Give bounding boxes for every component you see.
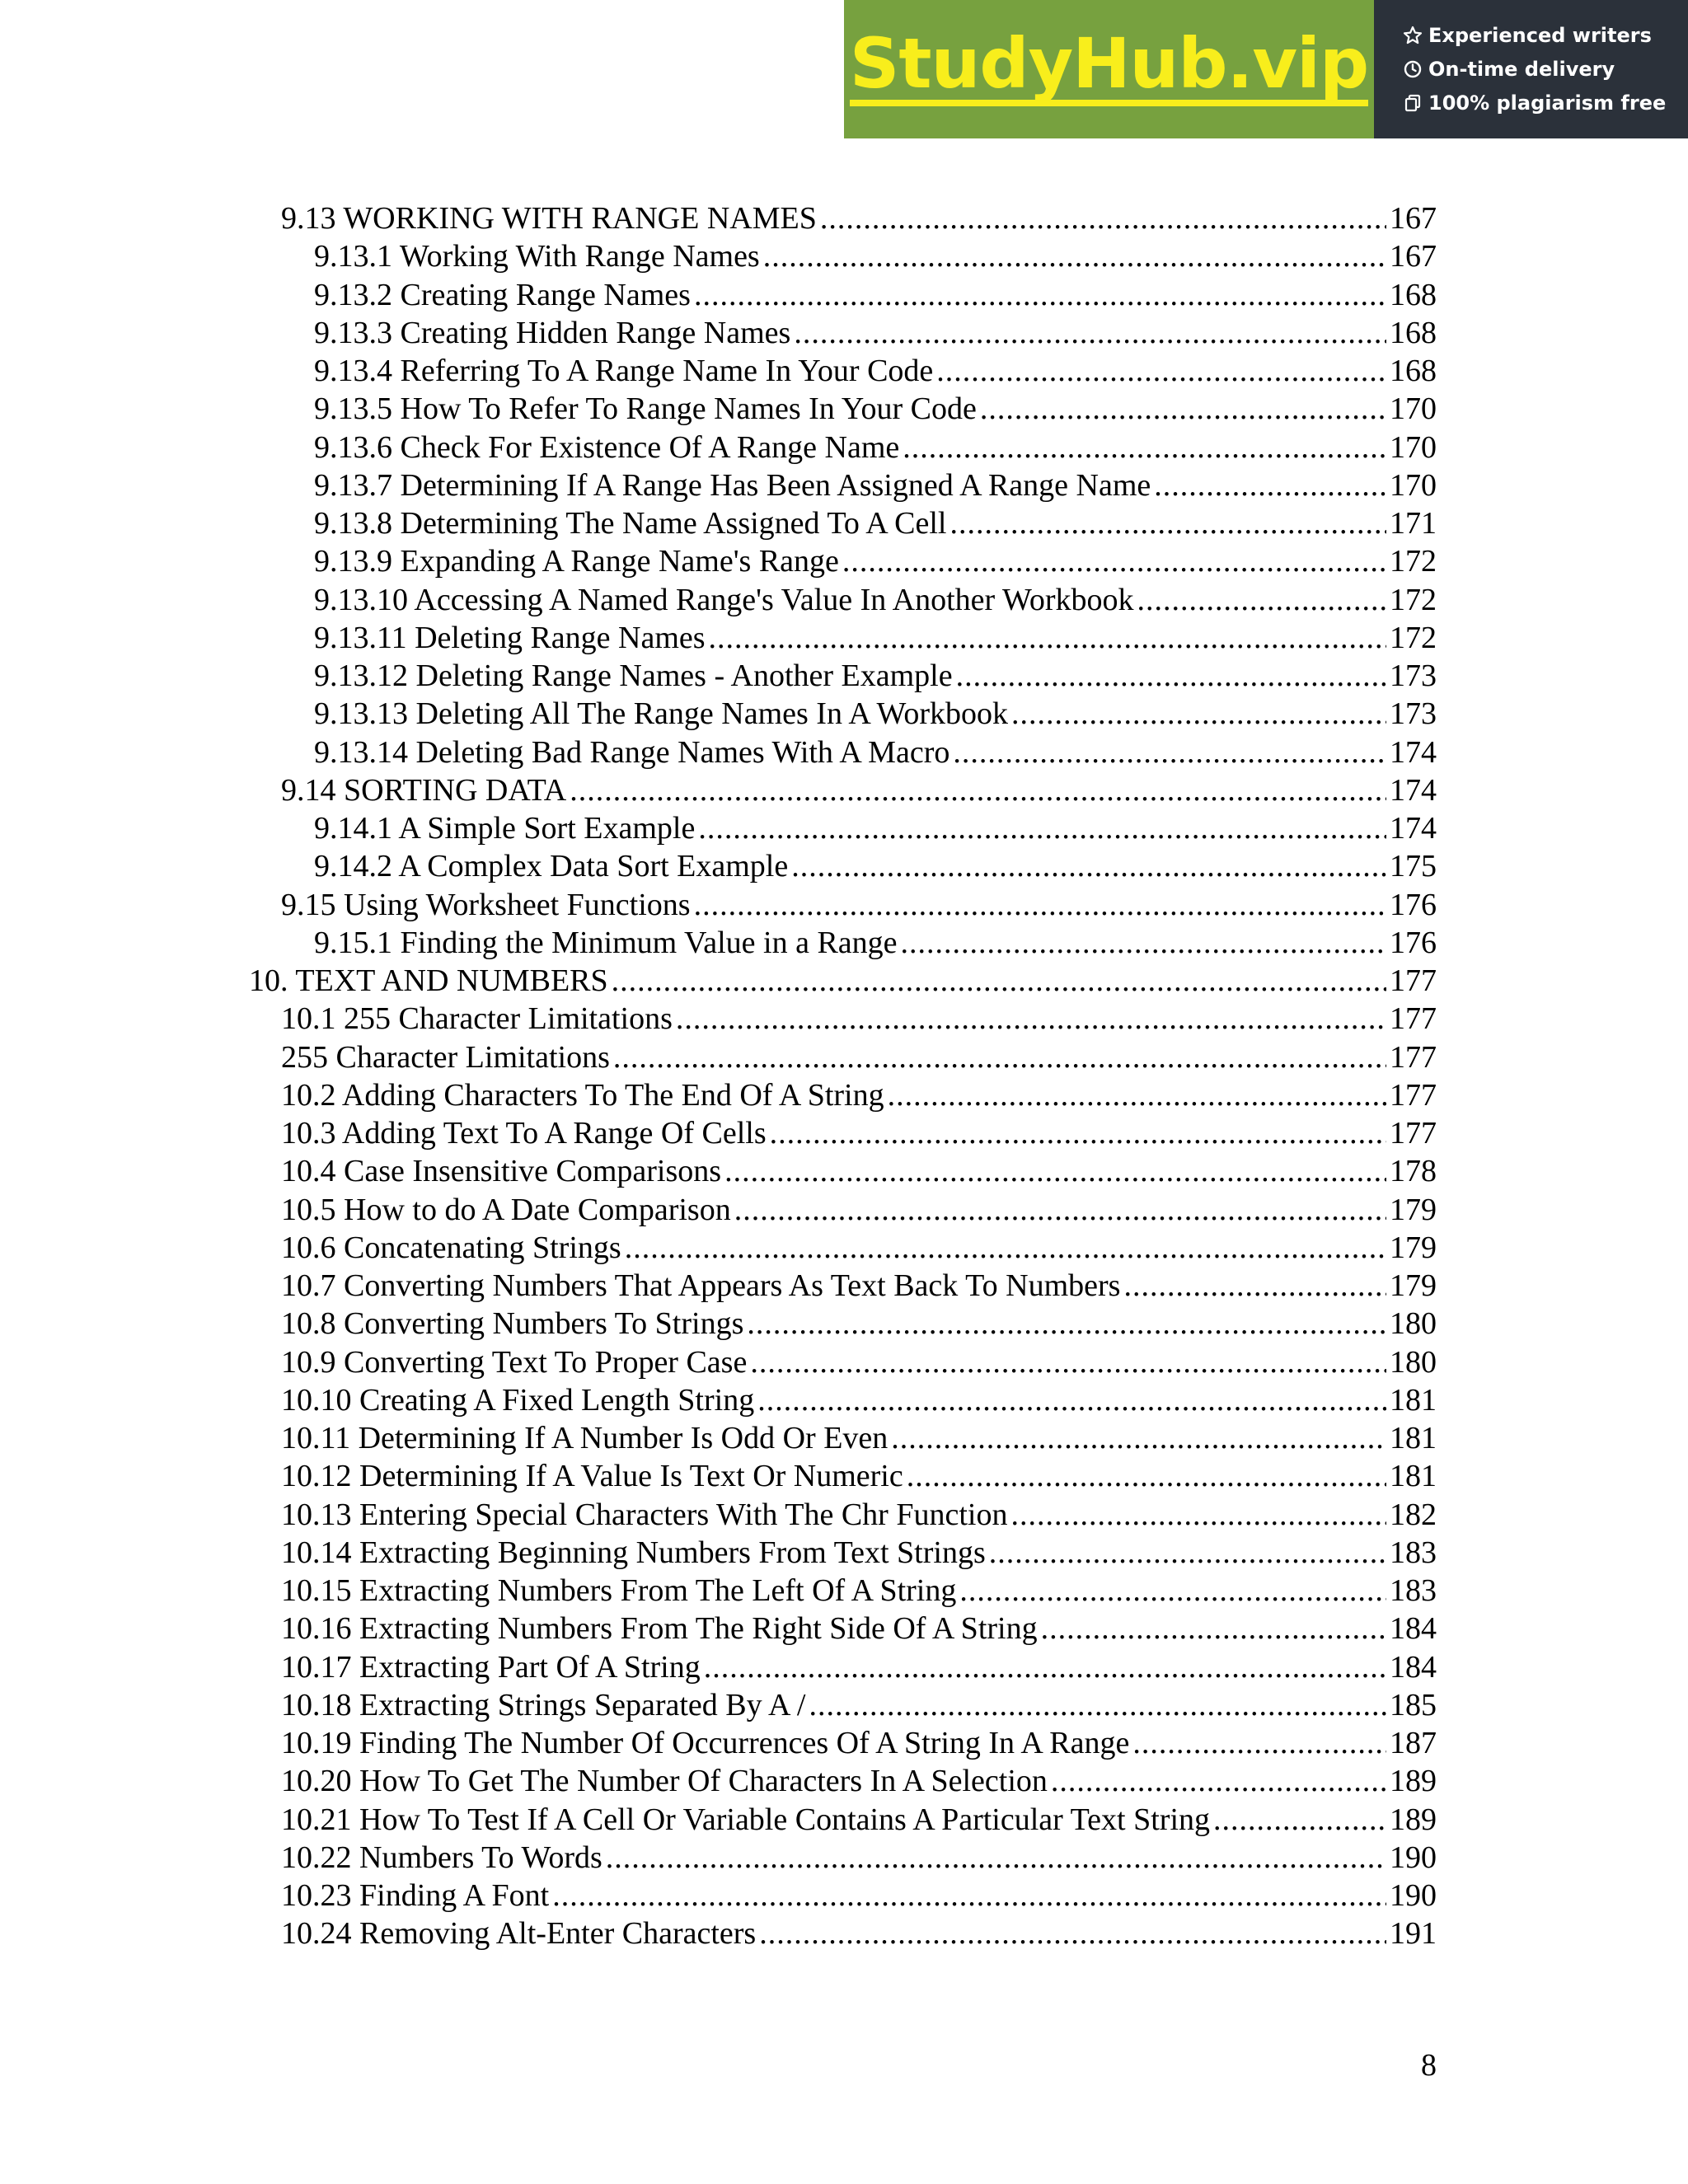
toc-dot-leader: [907, 1457, 1386, 1495]
toc-entry[interactable]: [281, 1610, 1437, 1647]
toc-entry-page: 184: [1390, 1649, 1437, 1685]
toc-entry-page: 167: [1390, 201, 1437, 236]
toc-entry-title: 10.23 Finding A Font: [281, 1878, 550, 1913]
toc-dot-leader: [1137, 581, 1386, 619]
toc-entry[interactable]: [314, 276, 1437, 314]
toc-entry-title: 10.8 Converting Numbers To Strings: [281, 1306, 744, 1342]
page-number: 8: [1421, 2048, 1437, 2083]
toc-entry-title: 10. TEXT AND NUMBERS: [249, 963, 608, 998]
toc-entry-page: 168: [1390, 315, 1437, 350]
toc-entry-page: 174: [1390, 772, 1437, 808]
toc-dot-leader: [980, 390, 1386, 428]
toc-entry-page: 173: [1390, 658, 1437, 693]
toc-entry[interactable]: [281, 1114, 1437, 1152]
toc-entry[interactable]: [314, 924, 1437, 962]
toc-entry-title: 9.14.2 A Complex Data Sort Example: [314, 849, 789, 884]
toc-dot-leader: [888, 1076, 1386, 1114]
toc-entry-title: 10.1 255 Character Limitations: [281, 1001, 673, 1037]
toc-entry-page: 168: [1390, 277, 1437, 312]
toc-entry-title: 9.13 WORKING WITH RANGE NAMES: [281, 201, 817, 236]
toc-entry-page: 183: [1390, 1573, 1437, 1608]
toc-entry[interactable]: [281, 886, 1437, 924]
toc-entry-title: 9.13.13 Deleting All The Range Names In A Workbook: [314, 696, 1008, 732]
toc-entry-title: 10.12 Determining If A Value Is Text Or Numeric: [281, 1459, 903, 1494]
toc-dot-leader: [734, 1191, 1386, 1229]
toc-entry-page: 168: [1390, 354, 1437, 388]
toc-entry-page: 172: [1390, 544, 1437, 579]
toc-entry-title: 10.22 Numbers To Words: [281, 1840, 603, 1875]
toc-entry[interactable]: [314, 619, 1437, 657]
toc-dot-leader: [676, 1000, 1386, 1038]
toc-entry-title: 10.19 Finding The Number Of Occurrences Of A String In A Range: [281, 1726, 1130, 1760]
toc-entry[interactable]: [281, 1801, 1437, 1839]
toc-entry-title: 10.3 Adding Text To A Range Of Cells: [281, 1116, 767, 1151]
toc-entry-title: 10.20 How To Get The Number Of Characters In A Selection: [281, 1764, 1048, 1799]
toc-entry[interactable]: [281, 1534, 1437, 1572]
toc-dot-leader: [747, 1305, 1386, 1343]
toc-entry-page: 184: [1390, 1611, 1437, 1647]
toc-dot-leader: [552, 1877, 1386, 1915]
toc-dot-leader: [759, 1915, 1386, 1952]
toc-entry-title: 10.16 Extracting Numbers From The Right Side Of A String: [281, 1611, 1038, 1647]
toc-entry[interactable]: [281, 1496, 1437, 1534]
toc-entry-page: 176: [1390, 887, 1437, 922]
toc-entry-title: 9.13.2 Creating Range Names: [314, 277, 691, 312]
toc-entry-title: 9.13.8 Determining The Name Assigned To A Cell: [314, 506, 947, 541]
toc-entry[interactable]: [281, 1267, 1437, 1305]
toc-entry-page: 181: [1390, 1382, 1437, 1418]
toc-entry-page: 190: [1390, 1840, 1437, 1875]
feature-list: [1374, 0, 1688, 138]
toc-entry-page: 170: [1390, 467, 1437, 503]
toc-entry-page: 174: [1390, 811, 1437, 846]
toc-entry[interactable]: [314, 504, 1437, 542]
toc-entry[interactable]: [281, 1762, 1437, 1800]
toc-entry-title: 10.15 Extracting Numbers From The Left Of A String: [281, 1573, 957, 1608]
toc-entry-title: 9.13.1 Working With Range Names: [314, 239, 760, 274]
toc-entry[interactable]: [281, 1724, 1437, 1762]
toc-entry[interactable]: [281, 1076, 1437, 1114]
toc-entry-page: 178: [1390, 1154, 1437, 1189]
toc-entry[interactable]: [281, 1915, 1437, 1952]
toc-dot-leader: [694, 886, 1386, 924]
toc-dot-leader: [612, 962, 1386, 1000]
toc-entry-page: 179: [1390, 1230, 1437, 1265]
toc-entry-page: 170: [1390, 429, 1437, 465]
toc-entry[interactable]: [314, 352, 1437, 390]
toc-entry-title: 10.7 Converting Numbers That Appears As Text Back To Numbers: [281, 1268, 1121, 1303]
toc-entry-title: 9.13.7 Determining If A Range Has Been Assigned A Range Name: [314, 467, 1151, 503]
toc-entry[interactable]: [281, 1572, 1437, 1610]
toc-dot-leader: [936, 352, 1386, 390]
toc-entry[interactable]: [281, 1191, 1437, 1229]
toc-entry-page: 183: [1390, 1535, 1437, 1570]
feature-item: [1402, 87, 1688, 120]
toc-entry-page: 176: [1390, 925, 1437, 960]
feature-item: [1402, 19, 1688, 53]
toc-entry[interactable]: [314, 581, 1437, 619]
toc-entry[interactable]: [281, 1381, 1437, 1419]
toc-entry-page: 167: [1390, 239, 1437, 274]
toc-entry-page: 174: [1390, 734, 1437, 770]
toc-entry-title: 255 Character Limitations: [281, 1039, 610, 1075]
toc-entry-page: 172: [1390, 620, 1437, 655]
toc-dot-leader: [959, 1572, 1386, 1610]
toc-entry[interactable]: [281, 1152, 1437, 1190]
toc-entry-page: 189: [1390, 1764, 1437, 1799]
toc-entry-page: 190: [1390, 1878, 1437, 1913]
toc-entry[interactable]: [281, 1648, 1437, 1686]
toc-entry-title: 9.15.1 Finding the Minimum Value in a Range: [314, 925, 898, 960]
toc-dot-leader: [724, 1152, 1386, 1190]
toc-entry-page: 177: [1390, 963, 1437, 998]
toc-entry[interactable]: [281, 1229, 1437, 1267]
toc-entry[interactable]: [314, 466, 1437, 504]
toc-dot-leader: [956, 657, 1386, 695]
toc-entry-title: 10.21 How To Test If A Cell Or Variable Contains A Particular Text String: [281, 1802, 1211, 1837]
toc-entry-title: 10.6 Concatenating Strings: [281, 1230, 621, 1265]
toc-dot-leader: [989, 1534, 1386, 1572]
toc-dot-leader: [1010, 1496, 1386, 1534]
toc-dot-leader: [901, 924, 1386, 962]
toc-entry-page: 180: [1390, 1306, 1437, 1342]
toc-entry[interactable]: [281, 1343, 1437, 1381]
toc-entry[interactable]: [281, 199, 1437, 237]
toc-dot-leader: [1051, 1762, 1386, 1800]
toc-entry-page: 179: [1390, 1192, 1437, 1227]
toc-dot-leader: [606, 1839, 1386, 1877]
toc-dot-leader: [891, 1419, 1386, 1457]
clock-icon: [1402, 59, 1423, 80]
feature-text: Experienced writers: [1428, 23, 1652, 47]
toc-entry[interactable]: [249, 962, 1437, 1000]
toc-entry[interactable]: [281, 1686, 1437, 1724]
toc-dot-leader: [1213, 1801, 1386, 1839]
toc-entry[interactable]: [314, 390, 1437, 428]
toc-entry-page: 181: [1390, 1459, 1437, 1494]
toc-entry-page: 177: [1390, 1116, 1437, 1151]
toc-entry[interactable]: [314, 657, 1437, 695]
toc-dot-leader: [757, 1381, 1386, 1419]
toc-entry-title: 10.5 How to do A Date Comparison: [281, 1192, 731, 1227]
toc-entry-page: 187: [1390, 1726, 1437, 1760]
toc-entry-title: 9.13.11 Deleting Range Names: [314, 620, 706, 655]
toc-entry[interactable]: [281, 1839, 1437, 1877]
toc-entry-title: 9.14.1 A Simple Sort Example: [314, 811, 696, 846]
toc-entry-title: 9.14 SORTING DATA: [281, 772, 567, 808]
toc-entry-title: 9.15 Using Worksheet Functions: [281, 887, 691, 922]
toc-entry-title: 9.13.10 Accessing A Named Range's Value In Another Workbook: [314, 582, 1134, 617]
toc-entry[interactable]: [314, 429, 1437, 466]
toc-entry[interactable]: [314, 542, 1437, 580]
studyhub-logo-link[interactable]: [844, 0, 1374, 138]
toc-dot-leader: [1123, 1267, 1386, 1305]
toc-dot-leader: [950, 504, 1386, 542]
copy-icon: [1402, 92, 1423, 114]
toc-entry-page: 181: [1390, 1421, 1437, 1455]
toc-entry[interactable]: [281, 1457, 1437, 1495]
toc-entry-page: 173: [1390, 696, 1437, 732]
toc-entry[interactable]: [314, 847, 1437, 885]
toc-entry[interactable]: [314, 733, 1437, 771]
toc-entry[interactable]: [314, 237, 1437, 275]
toc-entry-title: 10.13 Entering Special Characters With The Chr Function: [281, 1497, 1008, 1532]
toc-entry[interactable]: [281, 1305, 1437, 1343]
feature-item: [1402, 53, 1688, 87]
toc-entry-title: 9.13.6 Check For Existence Of A Range Name: [314, 429, 900, 465]
toc-dot-leader: [613, 1038, 1386, 1076]
toc-entry[interactable]: [281, 1000, 1437, 1038]
toc-entry-page: 172: [1390, 582, 1437, 617]
toc-dot-leader: [770, 1114, 1386, 1152]
brand-logo: StudyHub.vip: [850, 29, 1368, 106]
toc-entry[interactable]: [281, 1877, 1437, 1915]
toc-entry-title: 9.13.4 Referring To A Range Name In Your Code: [314, 354, 934, 388]
toc-entry-page: 177: [1390, 1001, 1437, 1037]
toc-entry-title: 9.13.9 Expanding A Range Name's Range: [314, 544, 839, 579]
toc-entry-title: 9.13.3 Creating Hidden Range Names: [314, 315, 791, 350]
toc-dot-leader: [625, 1229, 1386, 1267]
toc-dot-leader: [1154, 466, 1386, 504]
toc-entry-page: 180: [1390, 1344, 1437, 1380]
toc-dot-leader: [794, 314, 1386, 352]
toc-entry-title: 10.14 Extracting Beginning Numbers From Text Strings: [281, 1535, 986, 1570]
toc-entry-page: 182: [1390, 1497, 1437, 1532]
toc-entry-page: 171: [1390, 506, 1437, 541]
toc-entry-title: 10.2 Adding Characters To The End Of A String: [281, 1077, 884, 1113]
toc-dot-leader: [694, 276, 1386, 314]
toc-entry-page: 179: [1390, 1268, 1437, 1303]
toc-entry-title: 10.4 Case Insensitive Comparisons: [281, 1154, 722, 1189]
toc-entry-title: 10.24 Removing Alt-Enter Characters: [281, 1916, 757, 1952]
toc-dot-leader: [570, 771, 1386, 809]
toc-entry-page: 189: [1390, 1802, 1437, 1837]
toc-dot-leader: [953, 733, 1386, 771]
toc-dot-leader: [709, 619, 1386, 657]
toc-entry-title: 10.11 Determining If A Number Is Odd Or Even: [281, 1421, 889, 1455]
toc-entry-title: 9.13.5 How To Refer To Range Names In Your Code: [314, 391, 977, 427]
toc-entry[interactable]: [281, 1419, 1437, 1457]
toc-dot-leader: [809, 1686, 1386, 1724]
toc-dot-leader: [791, 847, 1386, 885]
toc-entry-page: 177: [1390, 1039, 1437, 1075]
toc-dot-leader: [750, 1343, 1386, 1381]
toc-dot-leader: [842, 542, 1386, 580]
toc-dot-leader: [820, 199, 1386, 237]
feature-text: 100% plagiarism free: [1428, 91, 1667, 115]
toc-entry[interactable]: [314, 314, 1437, 352]
star-icon: [1402, 25, 1423, 46]
toc-dot-leader: [1132, 1724, 1386, 1762]
toc-entry-title: 9.13.12 Deleting Range Names - Another Example: [314, 658, 953, 693]
studyhub-banner[interactable]: [844, 0, 1688, 138]
toc-dot-leader: [698, 809, 1386, 847]
toc-dot-leader: [903, 429, 1386, 466]
toc-entry[interactable]: [281, 1038, 1437, 1076]
toc-dot-leader: [763, 237, 1386, 275]
feature-text: On-time delivery: [1428, 57, 1615, 81]
toc-entry-title: 9.13.14 Deleting Bad Range Names With A Macro: [314, 734, 950, 770]
toc-entry-title: 10.18 Extracting Strings Separated By A /: [281, 1687, 806, 1722]
toc-entry-title: 10.10 Creating A Fixed Length String: [281, 1382, 755, 1418]
toc-dot-leader: [1011, 695, 1386, 733]
toc-entry-title: 10.9 Converting Text To Proper Case: [281, 1344, 748, 1380]
toc-entry-page: 175: [1390, 849, 1437, 884]
toc-entry-page: 170: [1390, 391, 1437, 427]
toc-entry[interactable]: [281, 771, 1437, 809]
toc-entry[interactable]: [314, 809, 1437, 847]
toc-entry-title: 10.17 Extracting Part Of A String: [281, 1649, 701, 1685]
toc-dot-leader: [1041, 1610, 1386, 1647]
toc-entry-page: 177: [1390, 1077, 1437, 1113]
toc-entry[interactable]: [314, 695, 1437, 733]
toc-dot-leader: [704, 1648, 1386, 1686]
toc-entry-page: 191: [1390, 1916, 1437, 1952]
toc-entry-page: 185: [1390, 1687, 1437, 1722]
